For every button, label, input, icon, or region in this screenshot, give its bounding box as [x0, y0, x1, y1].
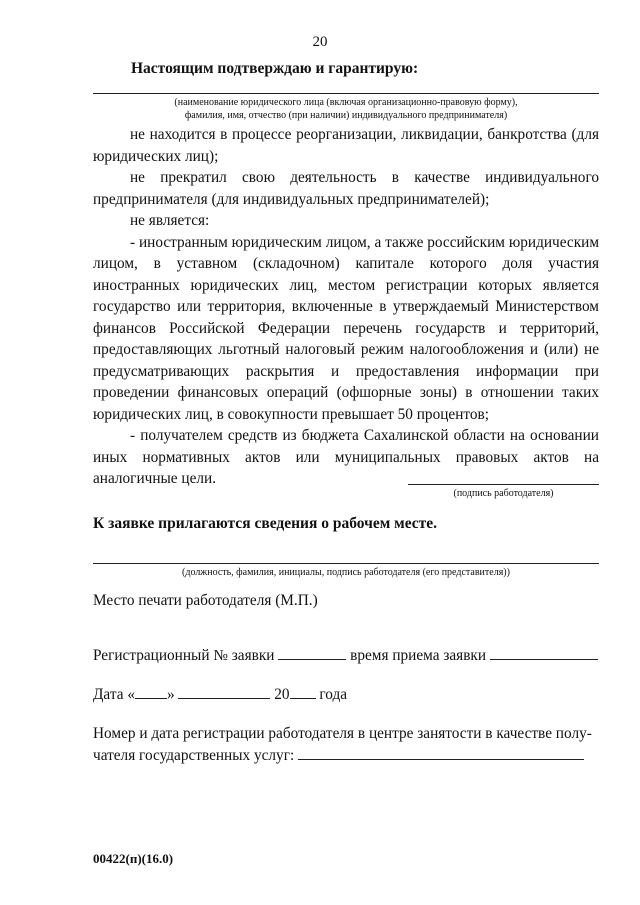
registration-row [93, 645, 598, 665]
attachment-heading: К заявке прилагаются сведения о рабочем месте. [93, 515, 438, 532]
date-row [93, 684, 347, 704]
reception-time-label: время приема заявки [350, 647, 487, 664]
registration-label: Регистрационный № заявки [93, 647, 275, 664]
employer-reg-text-1: Номер и дата регистрации работодателя в центре занятости в качестве полу- [93, 725, 592, 742]
date-month-field[interactable] [178, 684, 270, 699]
entity-caption-2: фамилия, имя, отчество (при наличии) индивидуального предпринимателя) [184, 110, 508, 121]
signature-line [408, 484, 599, 485]
item-not-ceased-activity: не прекратил свою деятельность в качестве индивидуального предпринимателя (для индивидуальных предпринимателей); [93, 169, 599, 208]
page-number: 20 [312, 34, 328, 50]
entity-name-line [93, 93, 599, 94]
position-caption: (должность, фамилия, инициалы, подпись работодателя (его представителя)) [182, 567, 510, 578]
date-day-field[interactable] [135, 684, 167, 699]
item-foreign-entity: - иностранным юридическим лицом, а также российским юридическим лицом, в уставном (складочном) капитале которого доля участия иностранных юридических лиц, местом регистрации которых является государство или территория, включенные в утверждаемый Министерством финансов Российской Федерации перечень государств и территорий, предоставляющих льготный налоговый режим налогообложения и (или) не предусматривающих раскрытия и предоставления информации при проведении финансовых операций (офшорные зоны) в отношении таких юридических лиц, в совокупности превышает 50 процентов; [93, 233, 599, 423]
reception-time-field[interactable] [490, 645, 598, 660]
registration-number-field[interactable] [278, 645, 346, 660]
guarantee-list [93, 124, 599, 490]
position-line [93, 563, 599, 564]
confirm-heading: Настоящим подтверждаю и гарантирую: [131, 60, 419, 77]
item-not-in-reorganization: не находится в процессе реорганизации, ликвидации, банкротства (для юридических лиц); [93, 126, 599, 165]
year-suffix: года [319, 686, 348, 703]
date-quote-close: » [166, 686, 175, 703]
employer-reg-text-2: чателя государственных услуг: [93, 747, 295, 764]
employer-registration [93, 723, 599, 767]
item-budget-recipient: - получателем средств из бюджета Сахалинской области на основании иных нормативных актов или муниципальных правовых актов на аналогичные цели. [93, 427, 599, 487]
employer-reg-field[interactable] [298, 745, 584, 760]
item-is-not: не является: [130, 212, 210, 229]
year-field[interactable] [290, 684, 316, 699]
year-prefix: 20 [274, 686, 290, 703]
date-label: Дата « [93, 686, 135, 703]
form-code: 00422(п)(16.0) [93, 851, 174, 866]
entity-caption-1: (наименование юридического лица (включая организационно-правовую форму), [174, 97, 518, 108]
signature-caption: (подпись работодателя) [453, 488, 554, 499]
seal-place: Место печати работодателя (М.П.) [93, 592, 318, 609]
